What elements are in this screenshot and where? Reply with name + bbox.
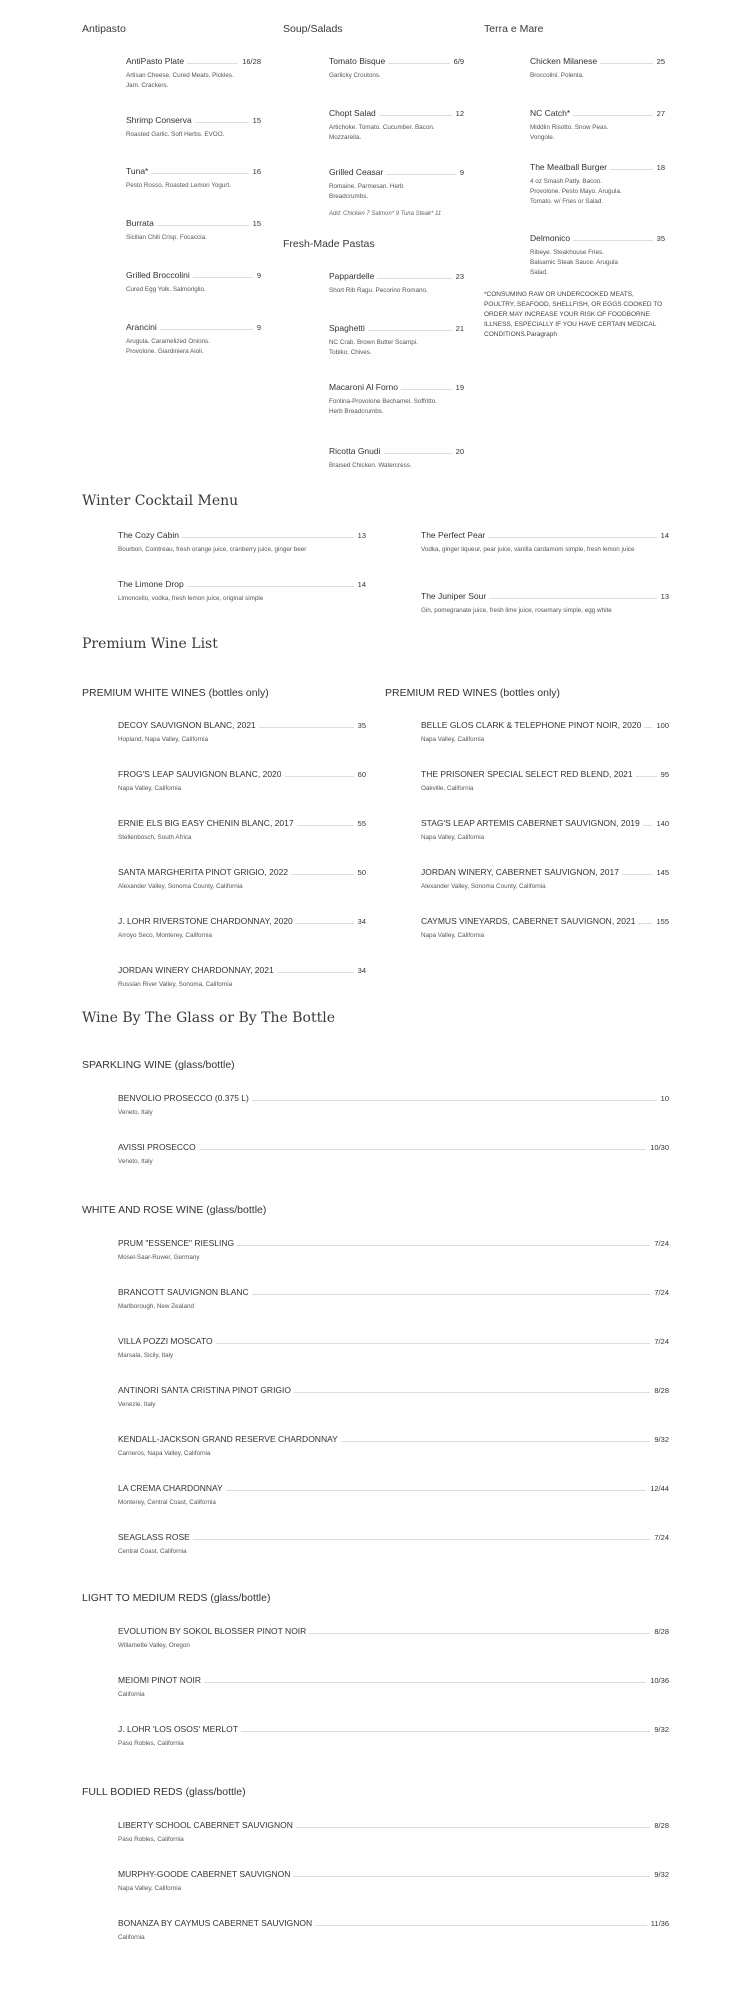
item-description: Alexander Valley, Sonoma County, California [118,883,243,890]
item-name: Tuna* [126,166,149,176]
item-description: Fontina-Provolone Bechamel. Soffritto. Herb Breadcrumbs. [329,398,438,415]
item-name: The Cozy Cabin [118,530,179,540]
item-name: NC Catch* [530,108,571,118]
item-description: Pesto Rosso. Roasted Lemon Yogurt. [126,182,232,189]
item-name: BENVOLIO PROSECCO (0.375 L) [118,1093,249,1103]
salad-add-on-note: Add: Chicken 7 Salmon* 9 Tuna Steak* 11 [329,211,442,217]
item-price: 14 [660,531,669,540]
leader-line [610,168,653,170]
leader-line [259,726,354,728]
item-name: THE PRISONER SPECIAL SELECT RED BLEND, 2021 [421,769,633,779]
leader-line [573,114,653,116]
leader-line [296,1826,650,1828]
premium-red-title: PREMIUM RED WINES (bottles only) [385,687,561,699]
menu-item [530,160,665,205]
menu-item [118,528,366,553]
leader-line [488,536,656,538]
pastas-title: Fresh-Made Pastas [283,238,375,250]
leader-line [226,1489,647,1491]
item-name: AntiPasto Plate [126,56,185,66]
leader-line [252,1293,651,1295]
leader-line [368,329,452,331]
item-description: Carneros, Napa Valley, California [118,1450,211,1457]
premium-wine-heading: Premium Wine List [82,636,218,652]
leader-line [379,114,452,116]
leader-line [160,328,253,330]
leader-line [193,276,253,278]
item-price: 60 [357,770,366,779]
item-name: Delmonico [530,233,571,243]
item-price: 14 [357,580,366,589]
item-price: 7/24 [654,1533,669,1542]
item-name: ERNIE ELS BIG EASY CHENIN BLANC, 2017 [118,818,294,828]
item-description: California [118,1934,145,1941]
item-description: Russian River Valley, Sonoma, California [118,981,233,988]
item-price: 15 [252,219,261,228]
item-name: Tomato Bisque [329,56,386,66]
glass-section-title: LIGHT TO MEDIUM REDS (glass/bottle) [82,1592,271,1604]
item-price: 9/32 [654,1870,669,1879]
item-description: Garlicky Croutons. [329,72,381,79]
leader-line [401,388,452,390]
leader-line [291,873,354,875]
item-description: Limoncello, vodka, fresh lemon juice, original simple [118,595,264,602]
item-price: 12/44 [650,1484,669,1493]
leader-line [252,1099,657,1101]
menu-item [126,54,261,89]
menu-item [329,165,464,200]
leader-line [216,1342,651,1344]
item-price: 16/28 [242,57,261,66]
leader-line [341,1440,651,1442]
leader-line [241,1730,650,1732]
item-name: JORDAN WINERY CHARDONNAY, 2021 [118,965,274,975]
item-description: Oakville, California [421,785,474,792]
item-description: Sicilian Chili Crisp. Focaccia. [126,234,207,241]
item-name: J. LOHR 'LOS OSOS' MERLOT [118,1724,238,1734]
item-name: The Limone Drop [118,579,184,589]
item-description: Mosel-Saar-Ruwer, Germany [118,1254,200,1261]
soup-salads-title: Soup/Salads [283,23,343,35]
menu-item [118,1481,669,1506]
item-price: 155 [656,917,669,926]
menu-item [118,865,366,890]
item-description: Napa Valley, California [118,1885,182,1892]
item-description: Napa Valley, California [421,932,485,939]
terra-e-mare-title: Terra e Mare [484,23,544,35]
item-price: 11/36 [650,1919,669,1928]
item-price: 10 [660,1094,669,1103]
item-price: 8/28 [654,1386,669,1395]
item-description: Arugula. Caramelized Onions. Provolone. Giardiniera Aioli. [126,338,210,355]
item-description: 4 oz Smash Patty. Bacon. Provolone. Pesto Mayo. Arugula. Tomato. w/ Fries or Salad. [530,178,622,205]
item-name: Chopt Salad [329,108,376,118]
item-name: The Meatball Burger [530,162,608,172]
menu-item [530,54,665,79]
menu-item [118,914,366,939]
item-price: 15 [252,116,261,125]
item-description: Napa Valley, California [118,785,182,792]
item-description: Paso Robles, California [118,1836,184,1843]
item-price: 8/28 [654,1821,669,1830]
item-price: 10/30 [650,1143,669,1152]
item-name: DECOY SAUVIGNON BLANC, 2021 [118,720,256,730]
menu-item [126,216,261,241]
menu-item [421,865,669,890]
item-name: Grilled Ceasar [329,167,384,177]
item-description: Vodka, ginger liqueur, pear juice, vanilla cardamom simple, fresh lemon juice [421,546,635,553]
item-price: 145 [656,868,669,877]
item-description: Cured Egg Yolk. Salmoriglio. [126,286,206,293]
item-description: Romaine. Parmesan. Herb Breadcrumbs. [329,183,404,200]
leader-line [182,536,354,538]
item-price: 7/24 [654,1239,669,1248]
item-description: Stellenbosch, South Africa [118,834,192,841]
leader-line [297,824,354,826]
menu-item [118,1722,669,1747]
item-name: FROG'S LEAP SAUVIGNON BLANC, 2020 [118,769,282,779]
menu-item [126,320,261,355]
leader-line [489,597,656,599]
glass-section-title: FULL BODIED REDS (glass/bottle) [82,1786,246,1798]
menu-item [118,1818,669,1843]
menu-item [421,816,669,841]
item-price: 9 [256,271,261,280]
menu-item [421,718,669,743]
item-description: Middlin Risotto. Snow Peas. Vongole. [530,124,609,141]
menu-item [421,767,669,792]
leader-line [636,775,657,777]
menu-item [118,1383,669,1408]
menu-item [118,1140,669,1165]
item-price: 23 [455,272,464,281]
leader-line [638,922,652,924]
leader-line [195,121,249,123]
menu-item [329,321,464,356]
item-description: Marsala, Sicily, Italy [118,1352,174,1359]
item-name: BONANZA BY CAYMUS CABERNET SAUVIGNON [118,1918,313,1928]
leader-line [237,1244,650,1246]
menu-item [118,963,366,988]
menu-item [126,268,261,293]
item-description: Napa Valley, California [421,736,485,743]
item-description: Bourbon, Cointreau, fresh orange juice, cranberry juice, ginger beer [118,546,307,553]
menu-item [118,1091,669,1116]
item-price: 50 [357,868,366,877]
item-name: LA CREMA CHARDONNAY [118,1483,223,1493]
item-name: KENDALL-JACKSON GRAND RESERVE CHARDONNAY [118,1434,338,1444]
item-price: 8/28 [654,1627,669,1636]
menu-item [126,164,261,189]
premium-white-title: PREMIUM WHITE WINES (bottles only) [82,687,269,699]
item-price: 25 [656,57,665,66]
item-price: 9 [459,168,464,177]
item-name: Macaroni Al Forno [329,382,398,392]
item-name: BRANCOTT SAUVIGNON BLANC [118,1287,249,1297]
menu-item [118,577,366,602]
leader-line [384,452,452,454]
leader-line [151,172,248,174]
leader-line [204,1681,646,1683]
item-price: 95 [660,770,669,779]
item-name: AVISSI PROSECCO [118,1142,196,1152]
item-price: 34 [357,966,366,975]
item-price: 20 [455,447,464,456]
leader-line [622,873,653,875]
item-price: 13 [660,592,669,601]
item-price: 7/24 [654,1288,669,1297]
item-price: 13 [357,531,366,540]
antipasto-title: Antipasto [82,23,126,35]
item-name: SEAGLASS ROSE [118,1532,190,1542]
menu-item [329,106,464,141]
menu-item [118,1432,669,1457]
item-description: Willamette Valley, Oregon [118,1642,190,1649]
leader-line [309,1632,650,1634]
leader-line [377,277,451,279]
menu-item [530,231,665,276]
item-description: Artisan Cheese. Cured Meats. Pickles. Jam. Crackers. [126,72,234,89]
glass-wine-heading: Wine By The Glass or By The Bottle [82,1010,335,1026]
raw-food-disclaimer: *CONSUMING RAW OR UNDERCOOKED MEATS, POULTRY, SEAFOOD, SHELLFISH, OR EGGS COOKED TO ORDER MAY INCREASE YOUR RISK OF FOODBORNE ILLNESS, ESPECIALLY IF YOU HAVE CERTAIN MEDICAL CONDITIONS.Paragraph [484,291,663,338]
leader-line [187,585,354,587]
item-price: 16 [252,167,261,176]
item-name: MEIOMI PINOT NOIR [118,1675,201,1685]
item-name: Ricotta Gnudi [329,446,381,456]
item-name: EVOLUTION BY SOKOL BLOSSER PINOT NOIR [118,1626,307,1636]
leader-line [187,62,238,64]
item-name: The Juniper Sour [421,591,487,601]
item-name: Grilled Broccolini [126,270,190,280]
item-name: PRUM "ESSENCE" RIESLING [118,1238,235,1248]
item-description: Monterey, Central Coast, California [118,1499,216,1506]
item-name: Chicken Milanese [530,56,598,66]
leader-line [199,1148,646,1150]
item-name: Shrimp Conserva [126,115,192,125]
menu-item [421,589,669,614]
leader-line [644,726,652,728]
item-description: Alexander Valley, Sonoma County, California [421,883,546,890]
menu-item [118,1334,669,1359]
item-name: Pappardelle [329,271,375,281]
item-price: 9 [256,323,261,332]
menu-item [329,54,464,79]
cocktails-heading: Winter Cocktail Menu [82,493,239,509]
menu-item [421,914,669,939]
glass-section-title: WHITE AND ROSE WINE (glass/bottle) [82,1204,267,1216]
leader-line [386,173,456,175]
item-name: SANTA MARGHERITA PINOT GRIGIO, 2022 [118,867,289,877]
leader-line [296,922,354,924]
glass-section-title: SPARKLING WINE (glass/bottle) [82,1059,235,1071]
item-price: 9/32 [654,1725,669,1734]
item-price: 6/9 [453,57,464,66]
item-price: 55 [357,819,366,828]
item-description: Napa Valley, California [421,834,485,841]
item-name: BELLE GLOS CLARK & TELEPHONE PINOT NOIR, 2020 [421,720,642,730]
leader-line [157,224,249,226]
menu-item [118,767,366,792]
leader-line [600,62,653,64]
item-description: Hopland, Napa Valley, California [118,736,209,743]
item-price: 34 [357,917,366,926]
menu-item [118,1916,669,1941]
leader-line [315,1924,647,1926]
item-price: 27 [656,109,665,118]
item-description: Arroyo Seco, Monterey, California [118,932,213,939]
menu-item [118,1624,669,1649]
menu-item [118,816,366,841]
menu-item [118,1530,669,1555]
item-name: MURPHY-GOODE CABERNET SAUVIGNON [118,1869,291,1879]
item-description: Gin, pomegranate juice, fresh lime juice, rosemary simple, egg white [421,607,612,614]
menu-item [118,1867,669,1892]
item-name: Spaghetti [329,323,365,333]
item-name: JORDAN WINERY, CABERNET SAUVIGNON, 2017 [421,867,619,877]
leader-line [285,775,354,777]
item-description: Central Coast, California [118,1548,187,1555]
item-name: ANTINORI SANTA CRISTINA PINOT GRIGIO [118,1385,292,1395]
leader-line [193,1538,651,1540]
leader-line [643,824,653,826]
item-price: 100 [656,721,669,730]
item-description: Veneto, Italy [118,1158,153,1165]
menu-item [329,380,464,415]
item-description: Broccolini. Polenta. [530,72,584,79]
item-name: STAG'S LEAP ARTEMIS CABERNET SAUVIGNON, 2019 [421,818,640,828]
item-description: Roasted Garlic. Soft Herbs. EVOO. [126,131,225,138]
leader-line [573,239,653,241]
item-price: 19 [455,383,464,392]
item-price: 35 [656,234,665,243]
item-price: 10/36 [650,1676,669,1685]
item-price: 140 [656,819,669,828]
item-description: NC Crab. Brown Butter Scampi. Tobiko. Chives. [329,339,418,356]
item-name: LIBERTY SCHOOL CABERNET SAUVIGNON [118,1820,293,1830]
item-description: Short Rib Ragu. Pecorino Romano. [329,287,428,294]
item-price: 12 [455,109,464,118]
item-description: Artichoke. Tomato. Cucumber. Bacon. Mozzarella. [329,124,435,141]
menu-item [329,444,464,469]
item-price: 21 [455,324,464,333]
item-name: CAYMUS VINEYARDS, CABERNET SAUVIGNON, 2021 [421,916,636,926]
item-description: Marlborough, New Zealand [118,1303,194,1310]
leader-line [294,1391,650,1393]
item-name: VILLA POZZI MOSCATO [118,1336,213,1346]
item-description: Veneto, Italy [118,1109,153,1116]
item-price: 18 [656,163,665,172]
item-name: Arancini [126,322,157,332]
item-description: Braised Chicken. Watercress. [329,462,412,469]
item-description: Venezie, Italy [118,1401,156,1408]
item-name: Burrata [126,218,154,228]
leader-line [293,1875,650,1877]
item-price: 35 [357,721,366,730]
menu-item [118,1236,669,1261]
item-name: J. LOHR RIVERSTONE CHARDONNAY, 2020 [118,916,293,926]
menu-item [530,106,665,141]
menu-item [118,1673,669,1698]
menu-item [329,269,464,294]
item-name: The Perfect Pear [421,530,486,540]
menu-item [118,1285,669,1310]
item-price: 7/24 [654,1337,669,1346]
menu-item [118,718,366,743]
menu-item [126,113,261,138]
item-description: California [118,1691,145,1698]
item-price: 9/32 [654,1435,669,1444]
leader-line [277,971,354,973]
item-description: Paso Robles, California [118,1740,184,1747]
leader-line [388,62,449,64]
item-description: Ribeye. Steakhouse Fries. Balsamic Steak Sauce. Arugula Salad. [530,249,618,276]
menu-item [421,528,669,553]
